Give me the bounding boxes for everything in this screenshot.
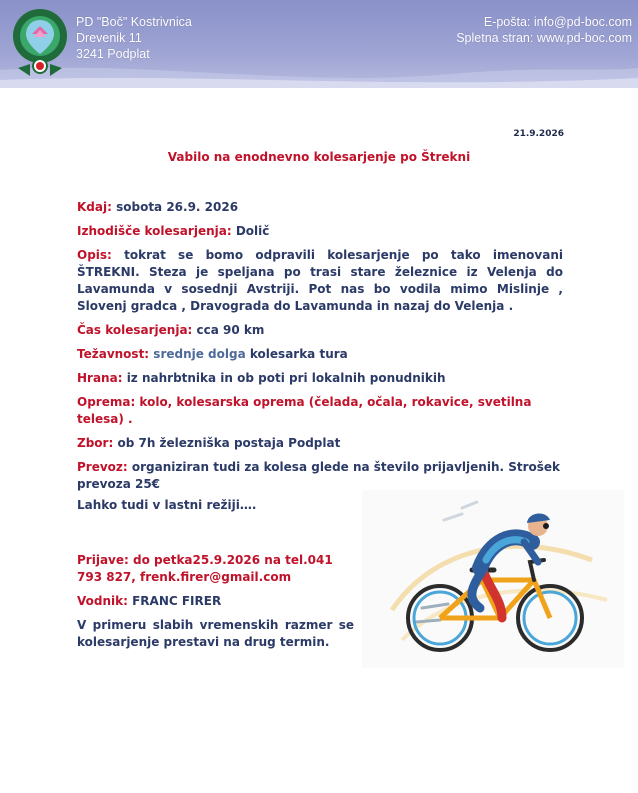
website-text: Spletna stran: www.pd-boc.com	[456, 31, 632, 45]
org-postal: 3241 Podplat	[76, 47, 150, 61]
prevoz-value: organiziran tudi za kolesa glede na število prijavljenih. Strošek prevoza 25€	[77, 460, 561, 491]
org-name: PD "Boč" Kostrivnica	[76, 15, 192, 29]
row-izhodisce	[77, 223, 563, 240]
row-zbor	[77, 435, 563, 452]
row-hrana	[77, 370, 563, 387]
izhodisce-value: Dolič	[235, 224, 270, 238]
zbor-value: ob 7h železniška postaja Podplat	[117, 436, 341, 450]
hrana-label: Hrana:	[77, 371, 123, 385]
pd-boc-logo-icon	[12, 6, 68, 82]
row-oprema: Oprema: kolo, kolesarska oprema (čelada, očala, rokavice, svetilna telesa) .	[77, 395, 532, 426]
document-date: 21.9.2026	[513, 129, 564, 139]
opis-value: tokrat se bomo odpravili kolesarjenje po tako imenovani ŠTREKNI. Steza je speljana po trasi stare železnice iz Velenja do Lavamunda v sosednji Avstriji. Pot nas bo vodila mimo Mislinje , Slovenj gradca , Dravograda do Lavamunda in nazaj do Velenja .	[77, 248, 563, 313]
zbor-label: Zbor:	[77, 436, 114, 450]
tezavnost-value-2: kolesarka tura	[249, 347, 348, 361]
row-opis	[77, 247, 563, 315]
kdaj-value: sobota 26.9. 2026	[116, 200, 239, 214]
row-prijave: Prijave: do petka25.9.2026 na tel.041 793 827, frenk.firer@gmail.com	[77, 553, 333, 584]
organization-address	[76, 14, 192, 62]
cyclist-illustration	[362, 490, 624, 668]
vodnik-value: FRANC FIRER	[132, 594, 222, 608]
email-text: E-pošta: info@pd-boc.com	[483, 15, 632, 29]
vodnik-label: Vodnik:	[77, 594, 128, 608]
org-street: Drevenik 11	[76, 31, 142, 45]
row-prevoz	[77, 459, 563, 493]
row-lastni: Lahko tudi v lastni režiji….	[77, 498, 257, 512]
row-kdaj	[77, 199, 563, 216]
document-title: Vabilo na enodnevno kolesarjenje po Štrekni	[167, 150, 471, 164]
letterhead	[0, 0, 638, 88]
izhodisce-label: Izhodišče kolesarjenja:	[77, 224, 232, 238]
cas-label: Čas kolesarjenja:	[77, 323, 193, 337]
kdaj-label: Kdaj:	[77, 200, 112, 214]
row-opomba: V primeru slabih vremenskih razmer se kolesarjenje prestavi na drug termin.	[77, 618, 354, 649]
prevoz-label: Prevoz:	[77, 460, 128, 474]
tezavnost-label: Težavnost:	[77, 347, 150, 361]
row-cas	[77, 322, 563, 339]
contact-info	[456, 14, 632, 46]
opis-label: Opis:	[77, 248, 112, 262]
cas-value: cca 90 km	[196, 323, 265, 337]
tezavnost-value-1: srednje dolga	[153, 347, 246, 361]
row-tezavnost	[77, 346, 563, 363]
hrana-value: iz nahrbtnika in ob poti pri lokalnih ponudnikih	[126, 371, 446, 385]
